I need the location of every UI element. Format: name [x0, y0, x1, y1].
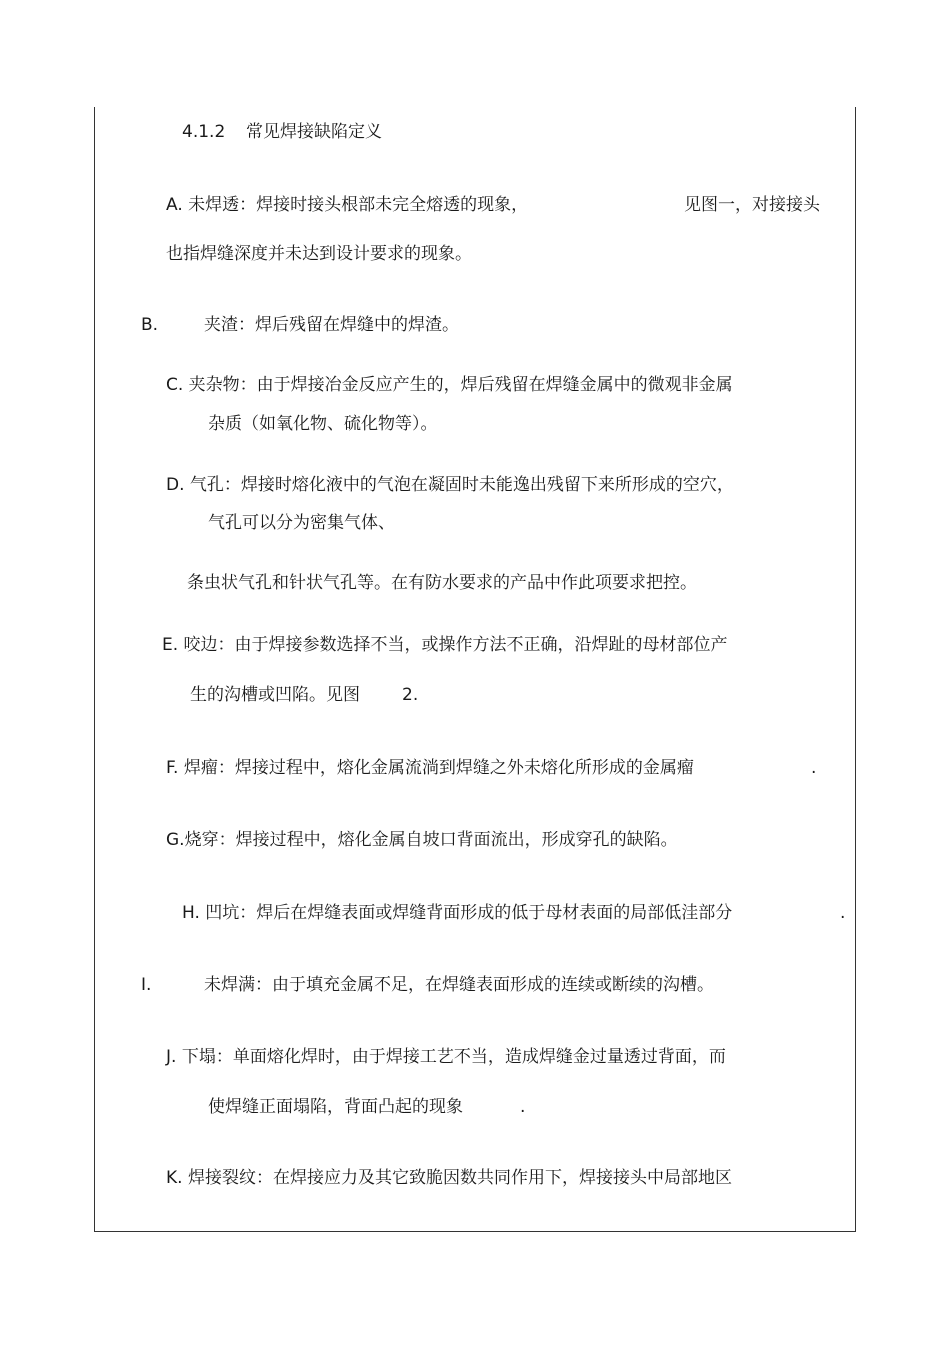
item-c-line1: C. 夹杂物：由于焊接冶金反应产生的，焊后残留在焊缝金属中的微观非金属 [166, 375, 733, 395]
item-j-end: . [520, 1097, 526, 1117]
item-i-label: I. [141, 975, 152, 995]
item-g-text: G.烧穿：焊接过程中，熔化金属自坡口背面流出，形成穿孔的缺陷。 [166, 830, 678, 850]
item-j-line2: 使焊缝正面塌陷，背面凸起的现象 [208, 1097, 463, 1117]
item-d-line3: 条虫状气孔和针状气孔等。在有防水要求的产品中作此项要求把控。 [187, 573, 697, 593]
item-a-line2: 也指焊缝深度并未达到设计要求的现象。 [166, 244, 472, 264]
item-k-line1: K. 焊接裂纹：在焊接应力及其它致脆因数共同作用下，焊接接头中局部地区 [166, 1168, 732, 1188]
item-a-line1: A. 未焊透：焊接时接头根部未完全熔透的现象， [166, 195, 529, 215]
section-title: 常见焊接缺陷定义 [246, 122, 382, 142]
item-d-line1: D. 气孔：焊接时熔化液中的气泡在凝固时未能逸出残留下来所形成的空穴， [166, 475, 734, 495]
item-h-text: H. 凹坑：焊后在焊缝表面或焊缝背面形成的低于母材表面的局部低洼部分 [182, 903, 733, 923]
item-f-end: . [811, 758, 817, 778]
section-number: 4.1.2 [182, 122, 226, 142]
item-b-label: B. [141, 315, 159, 335]
item-a-line1-continued: 见图一，对接接头 [684, 195, 820, 215]
item-j-line1: J. 下塌：单面熔化焊时，由于焊接工艺不当，造成焊缝金过量透过背面，而 [166, 1047, 726, 1067]
item-e-figure-ref: 2. [402, 685, 419, 705]
item-e-line2: 生的沟槽或凹陷。见图 [190, 685, 360, 705]
item-e-line1: E. 咬边：由于焊接参数选择不当，或操作方法不正确，沿焊趾的母材部位产 [162, 635, 728, 655]
item-h-end: . [840, 903, 846, 923]
item-i-text: 未焊满：由于填充金属不足，在焊缝表面形成的连续或断续的沟槽。 [204, 975, 714, 995]
item-b-text: 夹渣：焊后残留在焊缝中的焊渣。 [204, 315, 459, 335]
item-d-line2: 气孔可以分为密集气体、 [208, 513, 395, 533]
item-f-text: F. 焊瘤：焊接过程中，熔化金属流淌到焊缝之外未熔化所形成的金属瘤 [166, 758, 694, 778]
item-c-line2: 杂质（如氧化物、硫化物等）。 [208, 414, 438, 434]
